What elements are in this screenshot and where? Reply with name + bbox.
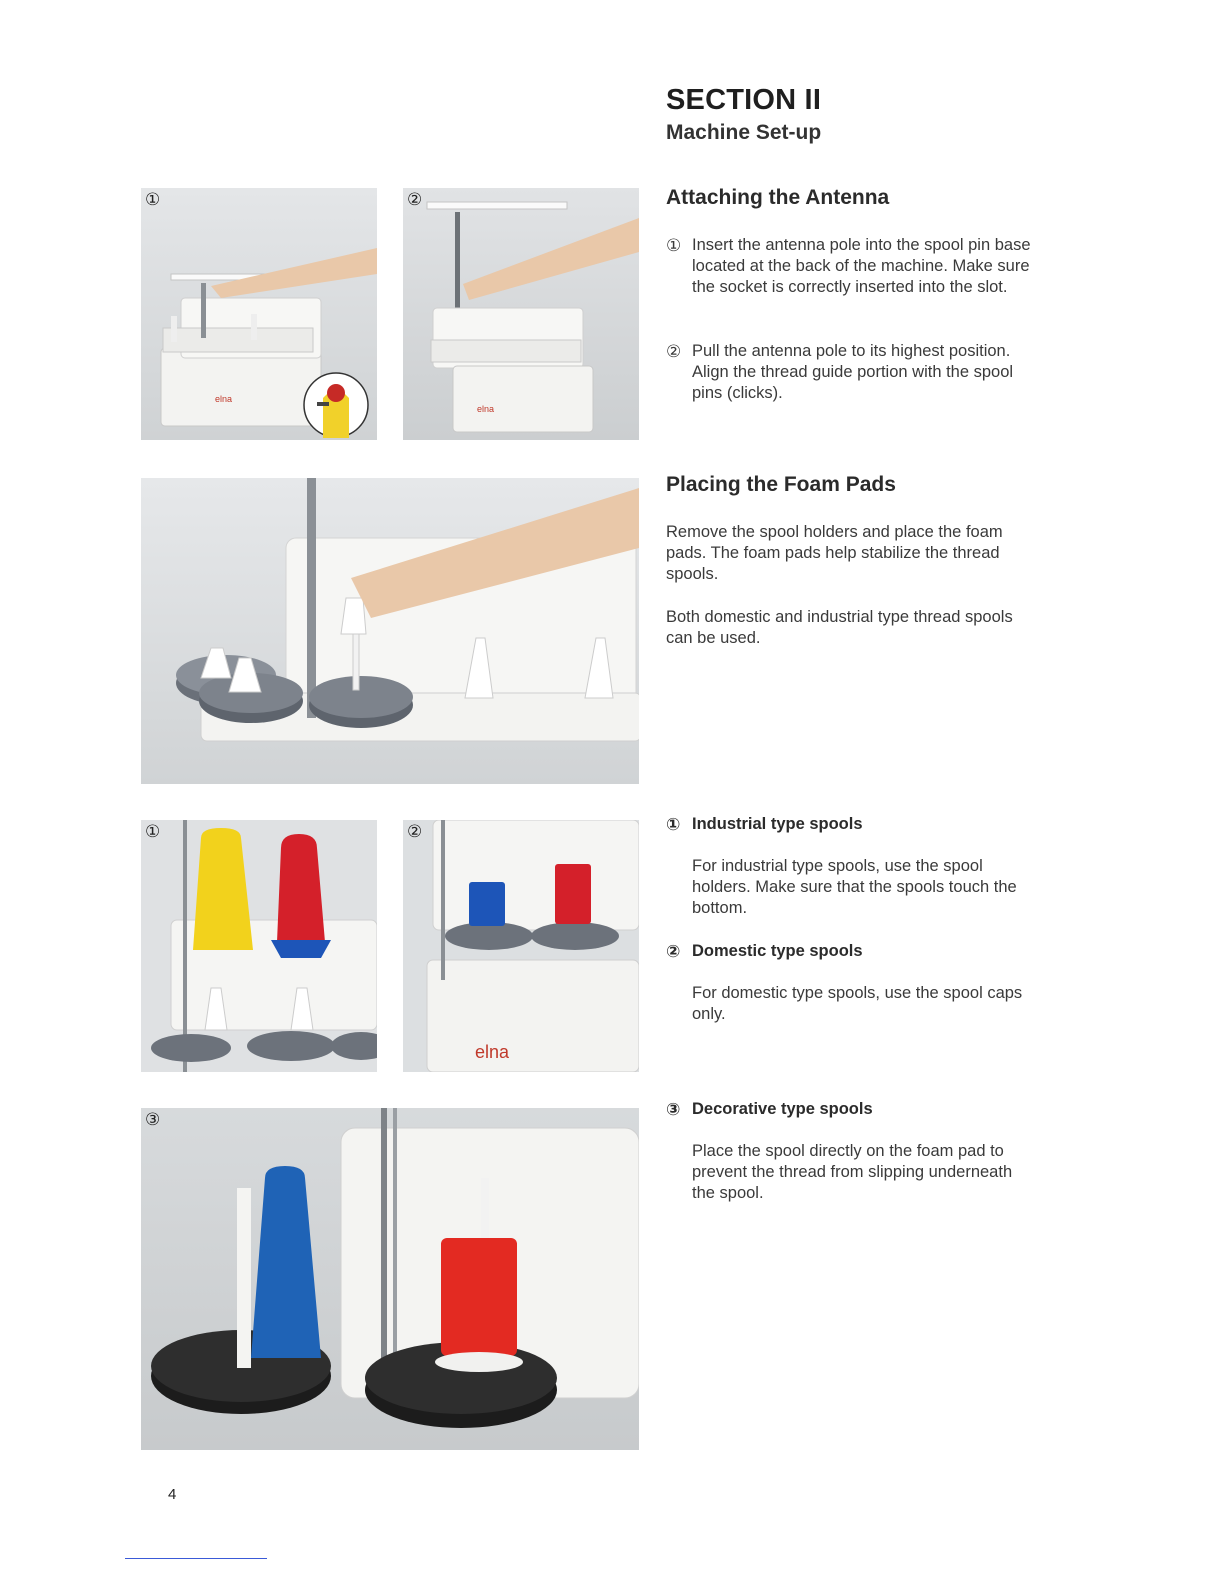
step-number: ①: [666, 815, 681, 834]
step-text: Pull the antenna pole to its highest position. Align the thread guide portion with the spool pins (clicks).: [692, 342, 1014, 402]
spool-industrial: [666, 815, 1046, 919]
step-number: ③: [666, 1100, 681, 1119]
page-number: 4: [168, 1486, 177, 1503]
photo-industrial-spools: [141, 820, 377, 1072]
spool-title: Domestic type spools: [692, 942, 863, 960]
foam-paragraph-2: Both domestic and industrial type thread spools can be used.: [666, 608, 1013, 647]
section-subtitle: Machine Set-up: [666, 121, 822, 144]
spool-text: For industrial type spools, use the spool holders. Make sure that the spools touch the bottom.: [692, 857, 1017, 917]
step-number: ①: [666, 236, 682, 255]
section-title: SECTION II: [666, 84, 822, 116]
brand-logo: elna: [477, 404, 495, 414]
spool-title: Industrial type spools: [692, 815, 863, 833]
antenna-step-1: [666, 235, 1046, 298]
antenna-heading: Attaching the Antenna: [666, 186, 890, 209]
photo-antenna-insert: [141, 188, 377, 440]
photo-badge: ③: [145, 1110, 161, 1129]
photo-badge: ①: [145, 190, 161, 209]
photo-badge: ①: [145, 822, 161, 841]
spool-title: Decorative type spools: [692, 1100, 873, 1118]
step-number: ②: [666, 342, 682, 361]
step-text: Insert the antenna pole into the spool pin base located at the back of the machine. Make sure the socket is correctly inserted into the slot.: [692, 236, 1031, 296]
brand-logo: elna: [215, 394, 233, 404]
spool-decorative: [666, 1100, 1046, 1204]
footer-divider: [125, 1558, 267, 1559]
photo-foam-pads: [141, 478, 639, 784]
photo-antenna-raise: [403, 188, 639, 440]
spool-text: Place the spool directly on the foam pad to prevent the thread from slipping underneath the spool.: [692, 1142, 1013, 1202]
photo-decorative-spools: [141, 1108, 639, 1450]
antenna-step-2: [666, 341, 1046, 404]
photo-badge: ②: [407, 190, 423, 209]
foam-heading: Placing the Foam Pads: [666, 473, 896, 496]
brand-logo: elna: [475, 1042, 510, 1062]
photo-domestic-spools: [403, 820, 639, 1072]
spool-domestic: [666, 942, 1046, 1025]
foam-paragraph-1: Remove the spool holders and place the foam pads. The foam pads help stabilize the thread spools.: [666, 523, 1003, 583]
spool-text: For domestic type spools, use the spool caps only.: [692, 984, 1023, 1023]
photo-badge: ②: [407, 822, 423, 841]
step-number: ②: [666, 942, 681, 961]
